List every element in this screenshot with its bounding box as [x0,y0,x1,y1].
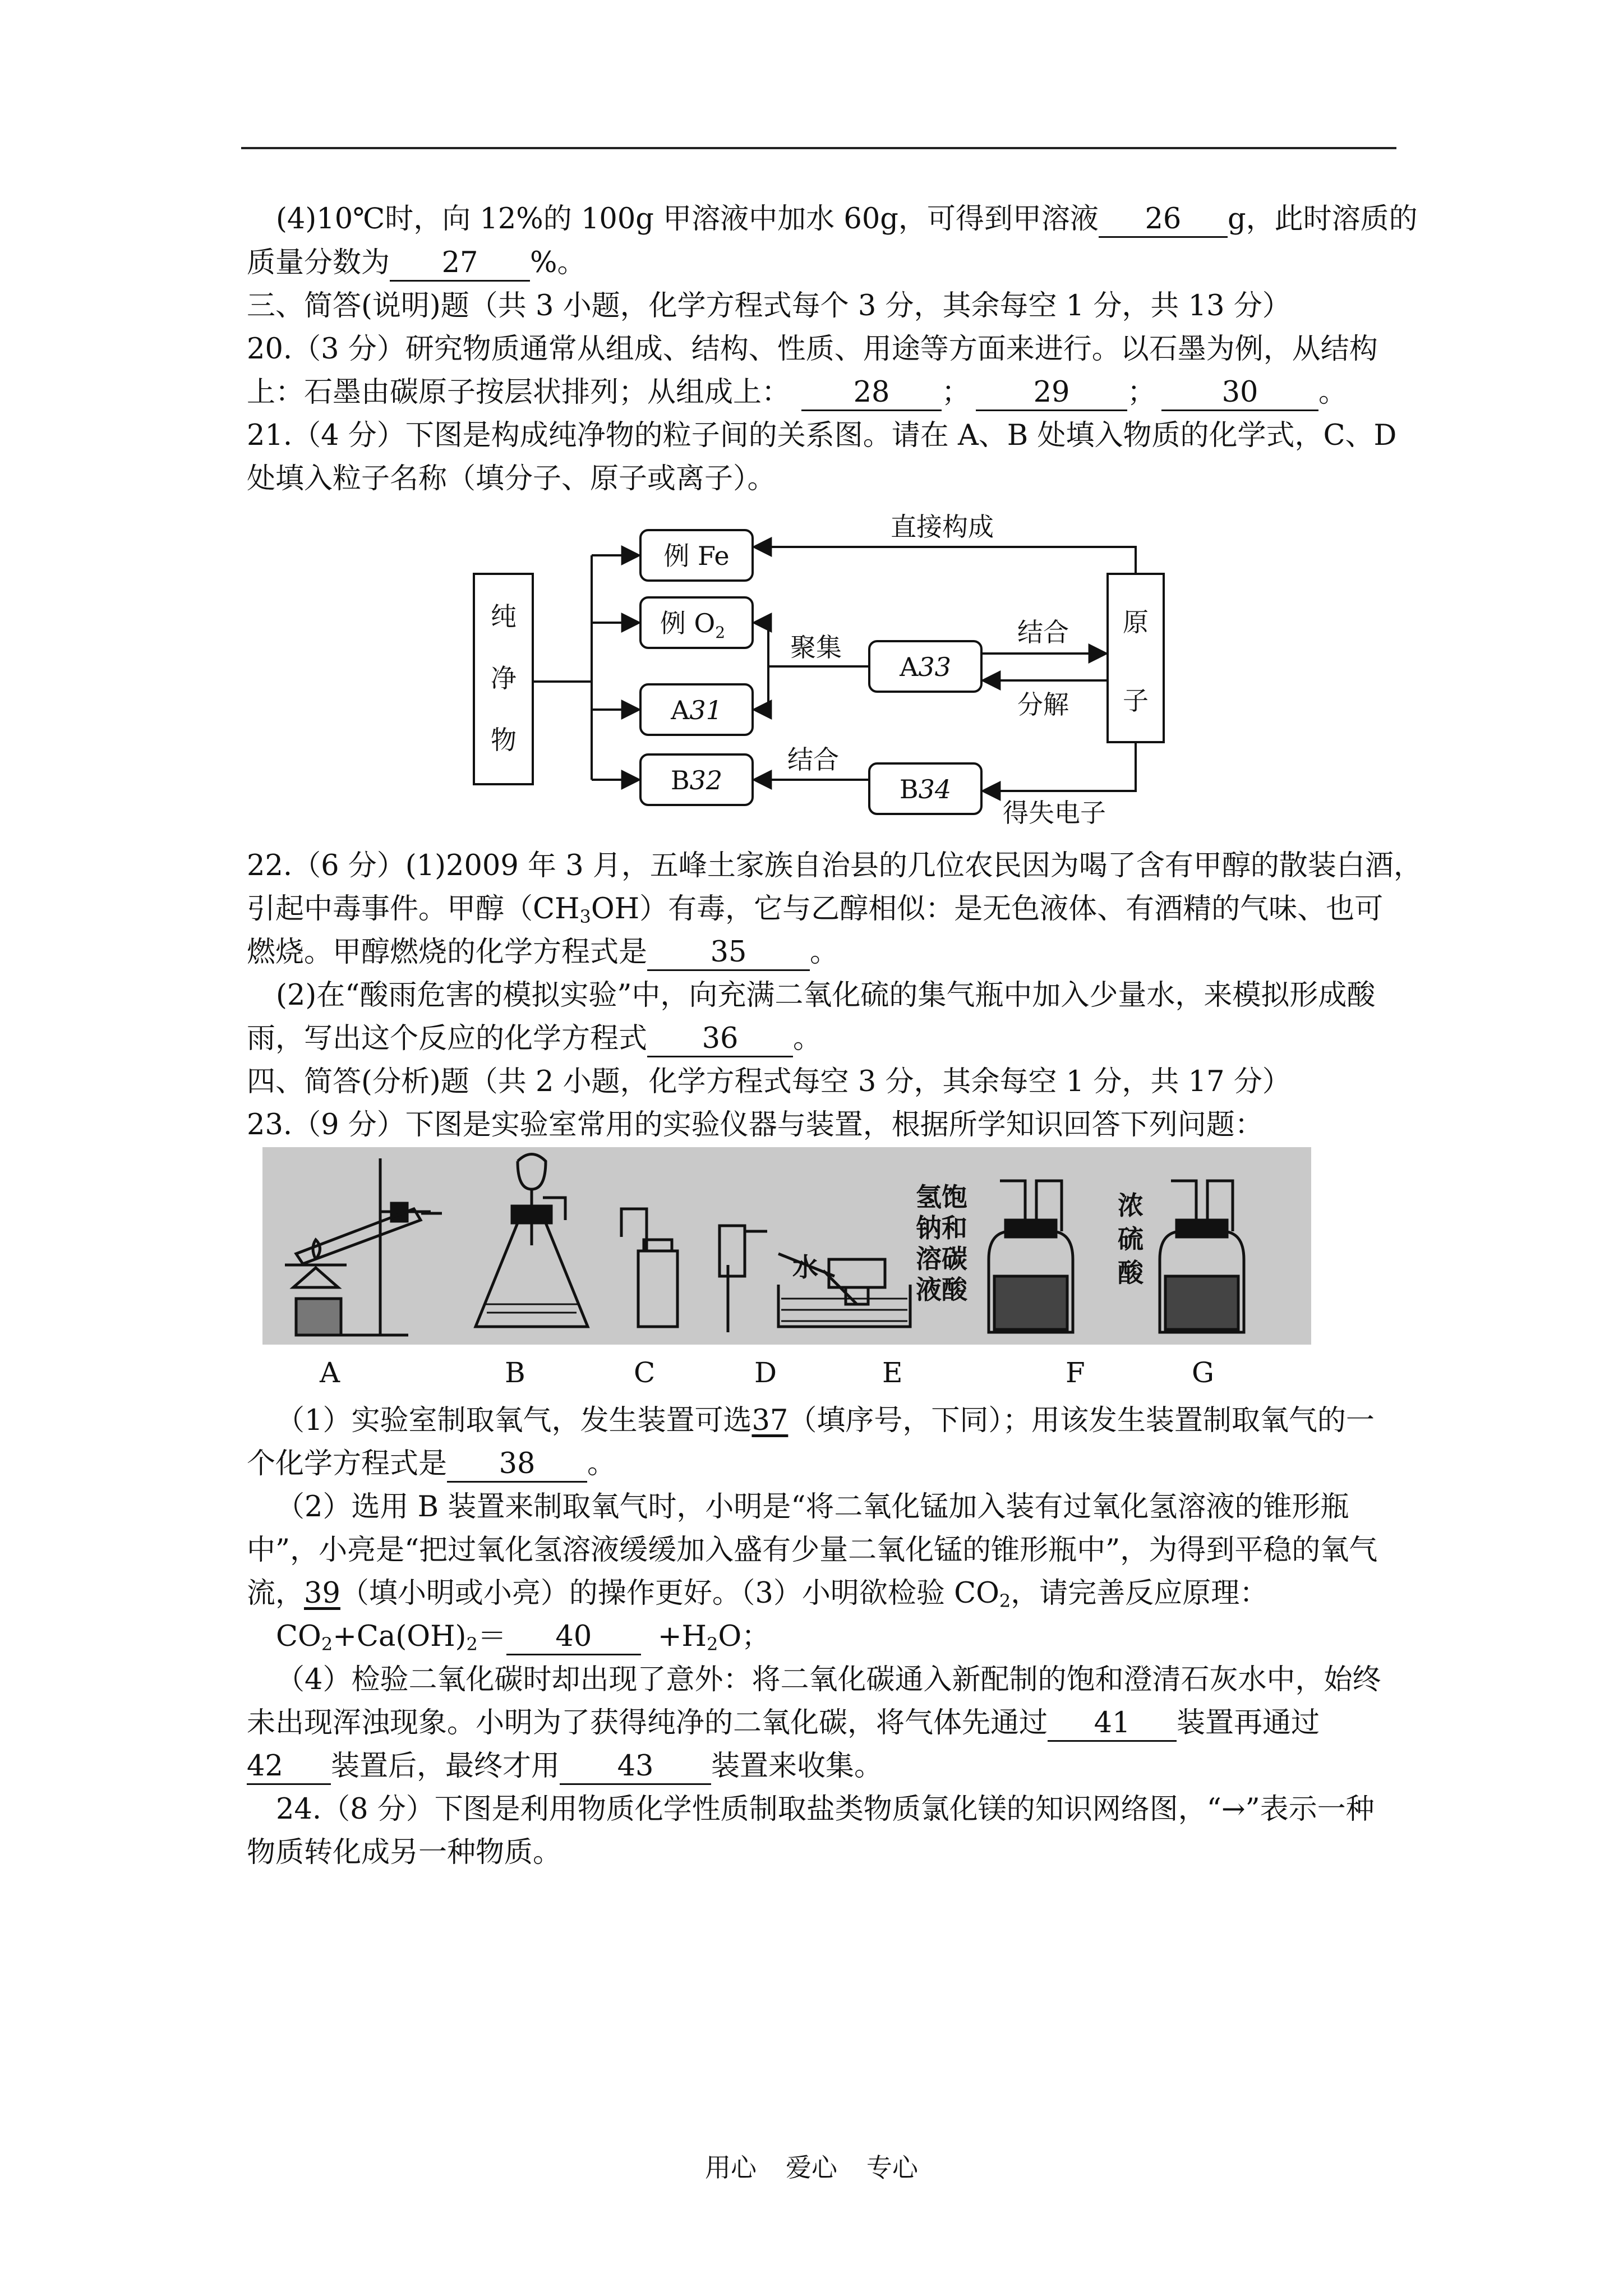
gather-label: 聚集 [790,632,842,662]
q22-line1: 22.（6 分）(1)2009 年 3 月，五峰土家族自治县的几位农民因为喝了含有甲醇的散装白酒， [247,849,1422,882]
section-3-heading: 三、简答(说明)题（共 3 小题，化学方程式每个 3 分，其余每空 1 分，共 13 分） [247,289,1291,323]
apparatus-label-d: D [754,1356,777,1389]
water-label: 水 [792,1252,818,1282]
blank-37[interactable]: 37 [751,1404,789,1437]
q23-title: 23.（9 分）下图是实验室常用的实验仪器与装置，根据所学知识回答下列问题： [247,1108,1264,1142]
pure-char-2: 净 [491,663,517,693]
blank-26[interactable]: 26 [1099,203,1228,238]
blank-38[interactable]: 38 [447,1447,587,1483]
q22-line3: 燃烧。甲醇燃烧的化学方程式是 35 。 [247,931,1396,974]
blank-27[interactable]: 27 [390,246,530,282]
blank-41[interactable]: 41 [1048,1706,1177,1742]
q20-line2: 上：石墨由碳原子按层状排列；从组成上： 28 ； 29 ； 30 。 [247,371,1396,415]
page-footer [0,2147,1623,2184]
gain-lose-electron-label: 得失电子 [1003,798,1106,827]
apparatus-label-b: B [505,1356,525,1389]
atom-char-1: 原 [1123,607,1149,637]
apparatus-label-g: G [1192,1356,1214,1389]
apparatus-label-e: E [882,1356,903,1389]
blank-30[interactable]: 30 [1161,376,1318,411]
q20-line1: 20.（3 分）研究物质通常从组成、结构、性质、用途等方面来进行。以石墨为例，从结构 [247,333,1378,366]
example-o2-label: 例 $O_2$ [660,608,726,642]
q23-part1-line2: 个化学方程式是 38 。 [247,1442,1396,1486]
blank-42[interactable]: 42 [247,1750,331,1785]
b32-label: B32 [670,765,723,795]
atom-char-2: 子 [1123,685,1149,716]
q22-line5: 雨，写出这个反应的化学方程式 36 。 [247,1017,1396,1061]
f-text-2: 钠和 [916,1213,967,1243]
decompose-label: 分解 [1017,689,1069,720]
lab-apparatus-figure [262,1147,1311,1345]
q21-line1: 21.（4 分）下图是构成纯净物的粒子间的关系图。请在 A、B 处填入物质的化学式，C、D [247,419,1397,452]
q24-line1: 24.（8 分）下图是利用物质化学性质制取盐类物质氯化镁的知识网络图，“→”表示一种 [276,1793,1375,1826]
blank-43[interactable]: 43 [560,1750,711,1785]
q22-line2: 引起中毒事件。甲醇$(CH_3OH)$有毒，它与乙醇相似：是无色液体、有酒精的气味、也可 [247,892,1384,927]
g-text-1: 浓 [1118,1190,1144,1221]
apparatus-label-a: A [320,1356,340,1389]
section-4-heading: 四、简答(分析)题（共 2 小题，化学方程式每空 3 分，其余每空 1 分，共 17 分） [247,1065,1291,1098]
apparatus-label-c: C [634,1356,656,1389]
a31-label: A31 [671,695,722,725]
footer-word-1: 用心 [705,2152,757,2183]
b34-label: B34 [899,774,952,804]
g-text-3: 酸 [1118,1258,1144,1288]
pure-char-3: 物 [491,725,517,755]
header-rule [241,147,1396,149]
q23-part2-line1: （2）选用 B 装置来制取氧气时，小明是“将二氧化锰加入装有过氧化氢溶液的锥形瓶 [276,1490,1349,1524]
example-fe-label: 例 Fe [663,541,730,571]
direct-construct-label: 直接构成 [891,513,994,542]
q23-equation-line: $CO_2+Ca(OH)_2= 40 +H_2O$； [276,1620,771,1655]
q23-part1-line1: （1）实验室制取氧气，发生装置可选37（填序号，下同）；用该发生装置制取氧气的一 [276,1404,1375,1437]
g-text-2: 硫 [1118,1224,1144,1254]
q21-line2: 处填入粒子名称（填分子、原子或离子）。 [247,462,776,495]
f-text-4: 液酸 [916,1274,967,1305]
q23-part4-line1: （4）检验二氧化碳时却出现了意外：将二氧化碳通入新配制的饱和澄清石灰水中，始终 [276,1663,1381,1696]
blank-36[interactable]: 36 [647,1022,793,1057]
q23-part2-line3: 流，39（填小明或小亮）的操作更好。（3）小明欲检验 $CO_2$，请完善反应原理： [247,1577,1269,1612]
combine-label-bottom: 结合 [787,744,839,775]
blank-39[interactable]: 39 [304,1577,340,1610]
q19-part4-line2: 质量分数为 27 %。 [247,241,1396,285]
q22-line4: (2)在“酸雨危害的模拟实验”中，向充满二氧化硫的集气瓶中加入少量水，来模拟形成酸 [276,979,1376,1012]
q23-part4-line2: 未出现浑浊现象。小明为了获得纯净的二氧化碳，将气体先通过 41 装置再通过 [247,1701,1396,1745]
q24-line2: 物质转化成另一种物质。 [247,1836,562,1869]
q19-part4-line1: (4)10℃时，向 12%的 100g 甲溶液中加水 60g，可得到甲溶液 26 g，此时溶质的 [247,197,1426,241]
atom-box [1108,574,1164,742]
footer-word-2: 爱心 [786,2152,837,2183]
apparatus-label-f: F [1066,1356,1085,1389]
particle-relation-diagram [471,513,1166,827]
footer-word-3: 专心 [866,2152,918,2183]
blank-35[interactable]: 35 [647,936,810,971]
q23-part4-line3: 42 装置后，最终才用 43 装置来收集。 [247,1745,1396,1788]
combine-label-top: 结合 [1017,617,1069,647]
f-text-3: 溶碳 [916,1244,967,1274]
blank-28[interactable]: 28 [801,376,942,411]
blank-40[interactable]: 40 [506,1620,641,1655]
pure-char-1: 纯 [491,601,517,632]
f-text-1: 氢饱 [916,1182,967,1212]
q23-part2-line2: 中”，小亮是“把过氧化氢溶液缓缓加入盛有少量二氧化锰的锥形瓶中”，为得到平稳的氧气 [247,1534,1378,1567]
a33-label: A33 [900,652,951,682]
blank-29[interactable]: 29 [976,376,1127,411]
